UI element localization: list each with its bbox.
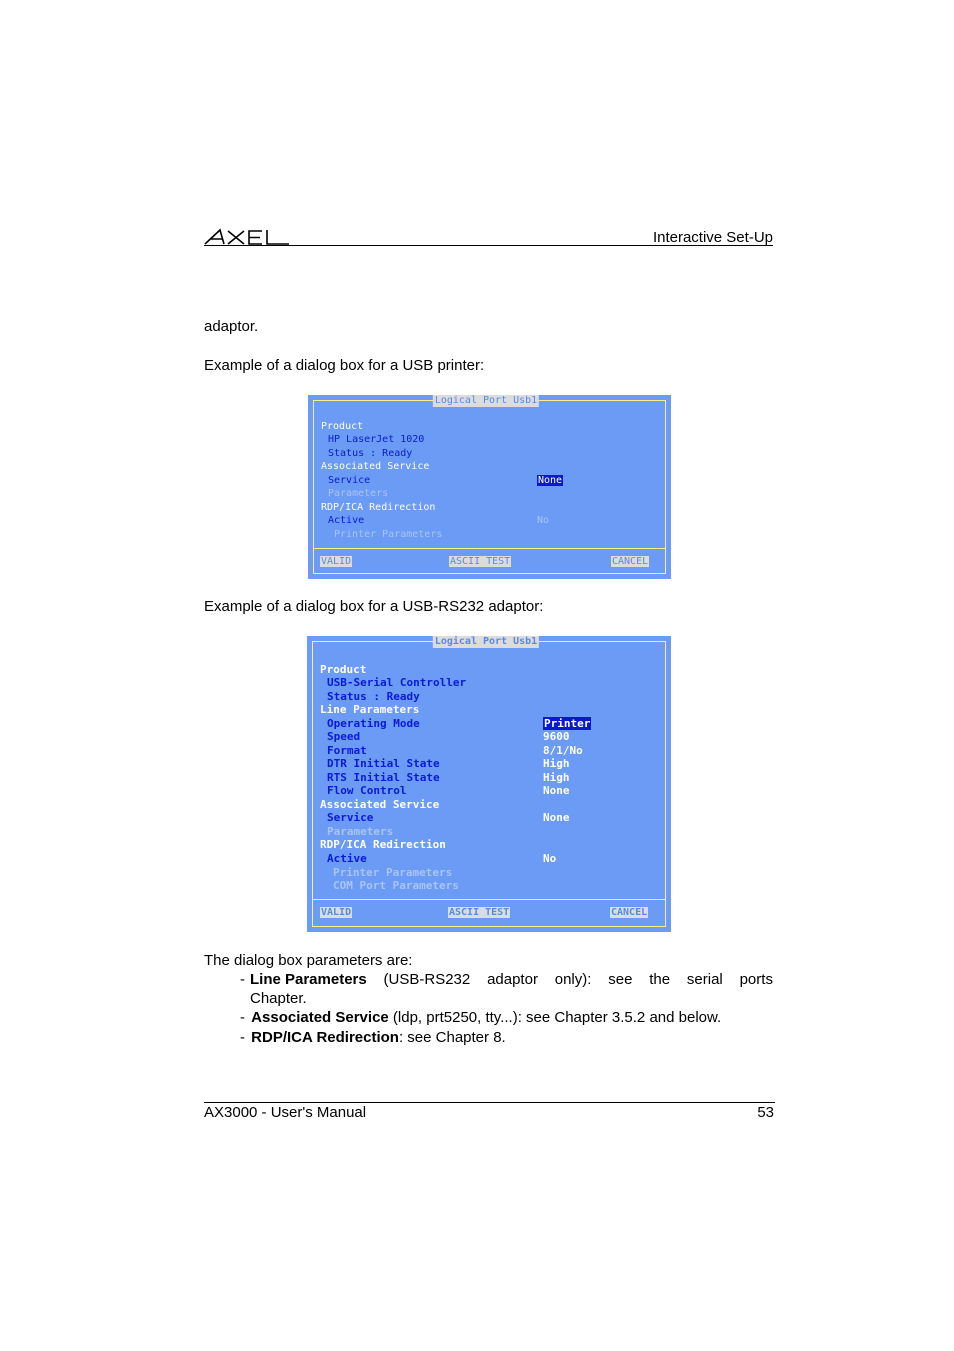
ascii-test-button[interactable]: ASCII TEST [450, 556, 511, 567]
dialog-button-separator [312, 899, 666, 900]
valid-button[interactable]: VALID [321, 556, 352, 567]
footer-manual-title: AX3000 - User's Manual [204, 1104, 367, 1121]
flow-control-label[interactable]: Flow Control [327, 784, 407, 797]
list-item-line-parameters-cont: Chapter. [250, 990, 307, 1007]
active-label[interactable]: Active [327, 852, 367, 865]
parameters-label: Parameters [327, 825, 394, 838]
list-word: the [649, 971, 671, 988]
active-label[interactable]: Active [328, 515, 365, 526]
ascii-test-button[interactable]: ASCII TEST [449, 907, 510, 918]
list-dash: - [240, 1029, 245, 1046]
service-label[interactable]: Service [328, 475, 371, 486]
rts-initial-state-label[interactable]: RTS Initial State [327, 771, 440, 784]
list-item-rdp-ica-desc: : see Chapter 8. [398, 1029, 506, 1046]
speed-label[interactable]: Speed [327, 730, 361, 743]
list-item-line-parameters [250, 971, 773, 988]
footer-rule [204, 1102, 775, 1103]
product-label: Product [321, 421, 364, 432]
page-number: 53 [757, 1104, 774, 1121]
com-port-parameters-label: COM Port Parameters [333, 879, 459, 892]
list-word: see [608, 971, 633, 988]
list-item-line-parameters-term: Line Parameters [250, 971, 367, 988]
axel-logo [204, 226, 290, 246]
format-value[interactable]: 8/1/No [543, 744, 583, 757]
associated-service-label: Associated Service [321, 461, 430, 472]
list-item-rdp-ica-term: RDP/ICA Redirection [251, 1029, 399, 1046]
usb-printer-dialog [308, 395, 671, 579]
dtr-initial-state-label[interactable]: DTR Initial State [327, 757, 440, 770]
list-word: only): [554, 971, 592, 988]
section-title: Interactive Set-Up [652, 229, 773, 246]
paragraph-adaptor: adaptor. [204, 318, 259, 335]
product-status: Status : Ready [328, 448, 413, 459]
dialog-title: Logical Port Usb1 [434, 395, 538, 406]
product-status: Status : Ready [327, 690, 420, 703]
service-value[interactable]: None [543, 811, 570, 824]
usb-rs232-dialog [307, 636, 671, 932]
cancel-button[interactable]: CANCEL [612, 556, 649, 567]
service-value[interactable] [537, 475, 563, 487]
paragraph-params-intro: The dialog box parameters are: [204, 952, 413, 969]
list-word: serial [686, 971, 723, 988]
active-value[interactable]: No [543, 852, 557, 865]
list-dash: - [240, 971, 245, 988]
list-item-associated-service [240, 1009, 721, 1026]
list-dash: - [240, 1009, 245, 1026]
parameters-label: Parameters [328, 488, 389, 499]
list-word: ports [739, 971, 773, 988]
line-parameters-label: Line Parameters [320, 703, 420, 716]
product-name: HP LaserJet 1020 [328, 434, 425, 445]
rdp-ica-redirection-label: RDP/ICA Redirection [321, 502, 436, 513]
dtr-initial-state-value[interactable]: High [543, 757, 570, 770]
associated-service-label: Associated Service [320, 798, 440, 811]
list-item-associated-service-desc: (ldp, prt5250, tty...): see Chapter 3.5.2 and below. [388, 1009, 722, 1026]
dialog-button-separator [313, 548, 666, 549]
list-word: (USB-RS232 [383, 971, 471, 988]
list-word: adaptor [487, 971, 538, 988]
list-item-rdp-ica [240, 1029, 506, 1046]
operating-mode-value-selected[interactable]: Printer [544, 717, 591, 730]
service-label[interactable]: Service [327, 811, 374, 824]
dialog-title: Logical Port Usb1 [434, 636, 538, 647]
paragraph-usb-rs232: Example of a dialog box for a USB-RS232 adaptor: [204, 598, 544, 615]
format-label[interactable]: Format [327, 744, 367, 757]
operating-mode-label[interactable]: Operating Mode [327, 717, 420, 730]
rdp-ica-redirection-label: RDP/ICA Redirection [320, 838, 446, 851]
operating-mode-value[interactable] [543, 717, 591, 730]
active-value[interactable]: No [537, 515, 550, 526]
paragraph-usb-printer: Example of a dialog box for a USB printer: [204, 357, 485, 374]
cancel-button[interactable]: CANCEL [611, 907, 648, 918]
speed-value[interactable]: 9600 [543, 730, 570, 743]
printer-parameters-label: Printer Parameters [333, 866, 453, 879]
product-name: USB-Serial Controller [327, 676, 467, 689]
flow-control-value[interactable]: None [543, 784, 570, 797]
product-label: Product [320, 663, 367, 676]
rts-initial-state-value[interactable]: High [543, 771, 570, 784]
list-item-associated-service-term: Associated Service [251, 1009, 389, 1026]
valid-button[interactable]: VALID [321, 907, 352, 918]
service-value-selected[interactable]: None [538, 475, 563, 486]
printer-parameters-label: Printer Parameters [334, 529, 443, 540]
